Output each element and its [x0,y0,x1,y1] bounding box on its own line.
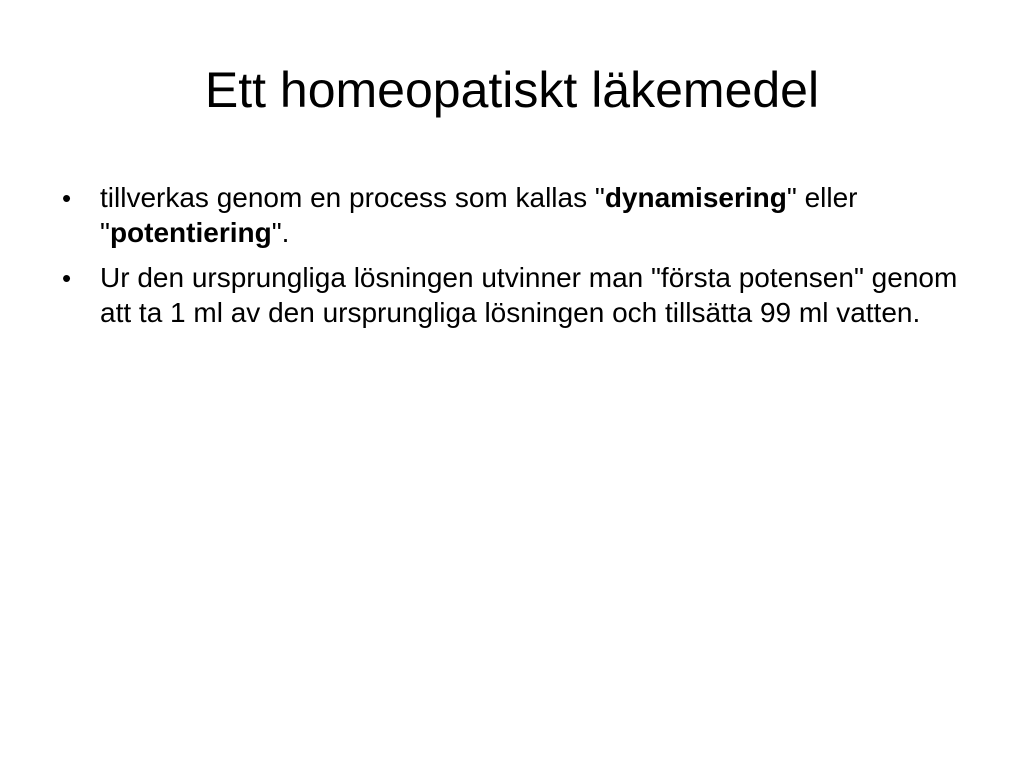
bullet-bold-term: potentiering [109,217,272,248]
bullet-text-part: ". [271,217,290,248]
bullet-item [62,260,962,330]
bullet-bold-term: dynamisering [604,182,787,213]
bullet-dot-icon [62,260,82,296]
bullet-text-part: " eller " [100,182,858,248]
bullet-list [62,180,962,340]
bullet-text-part: tillverkas genom en process som kallas " [100,182,605,213]
slide-title: Ett homeopatiskt läkemedel [204,62,820,118]
bullet-text: Ur den ursprungliga lösningen utvinner man "första potensen" genom att ta 1 ml av den ursprungliga lösningen och tillsätta 99 ml vatten. [100,262,958,328]
bullet-dot-icon [62,180,82,216]
bullet-item [62,180,962,250]
